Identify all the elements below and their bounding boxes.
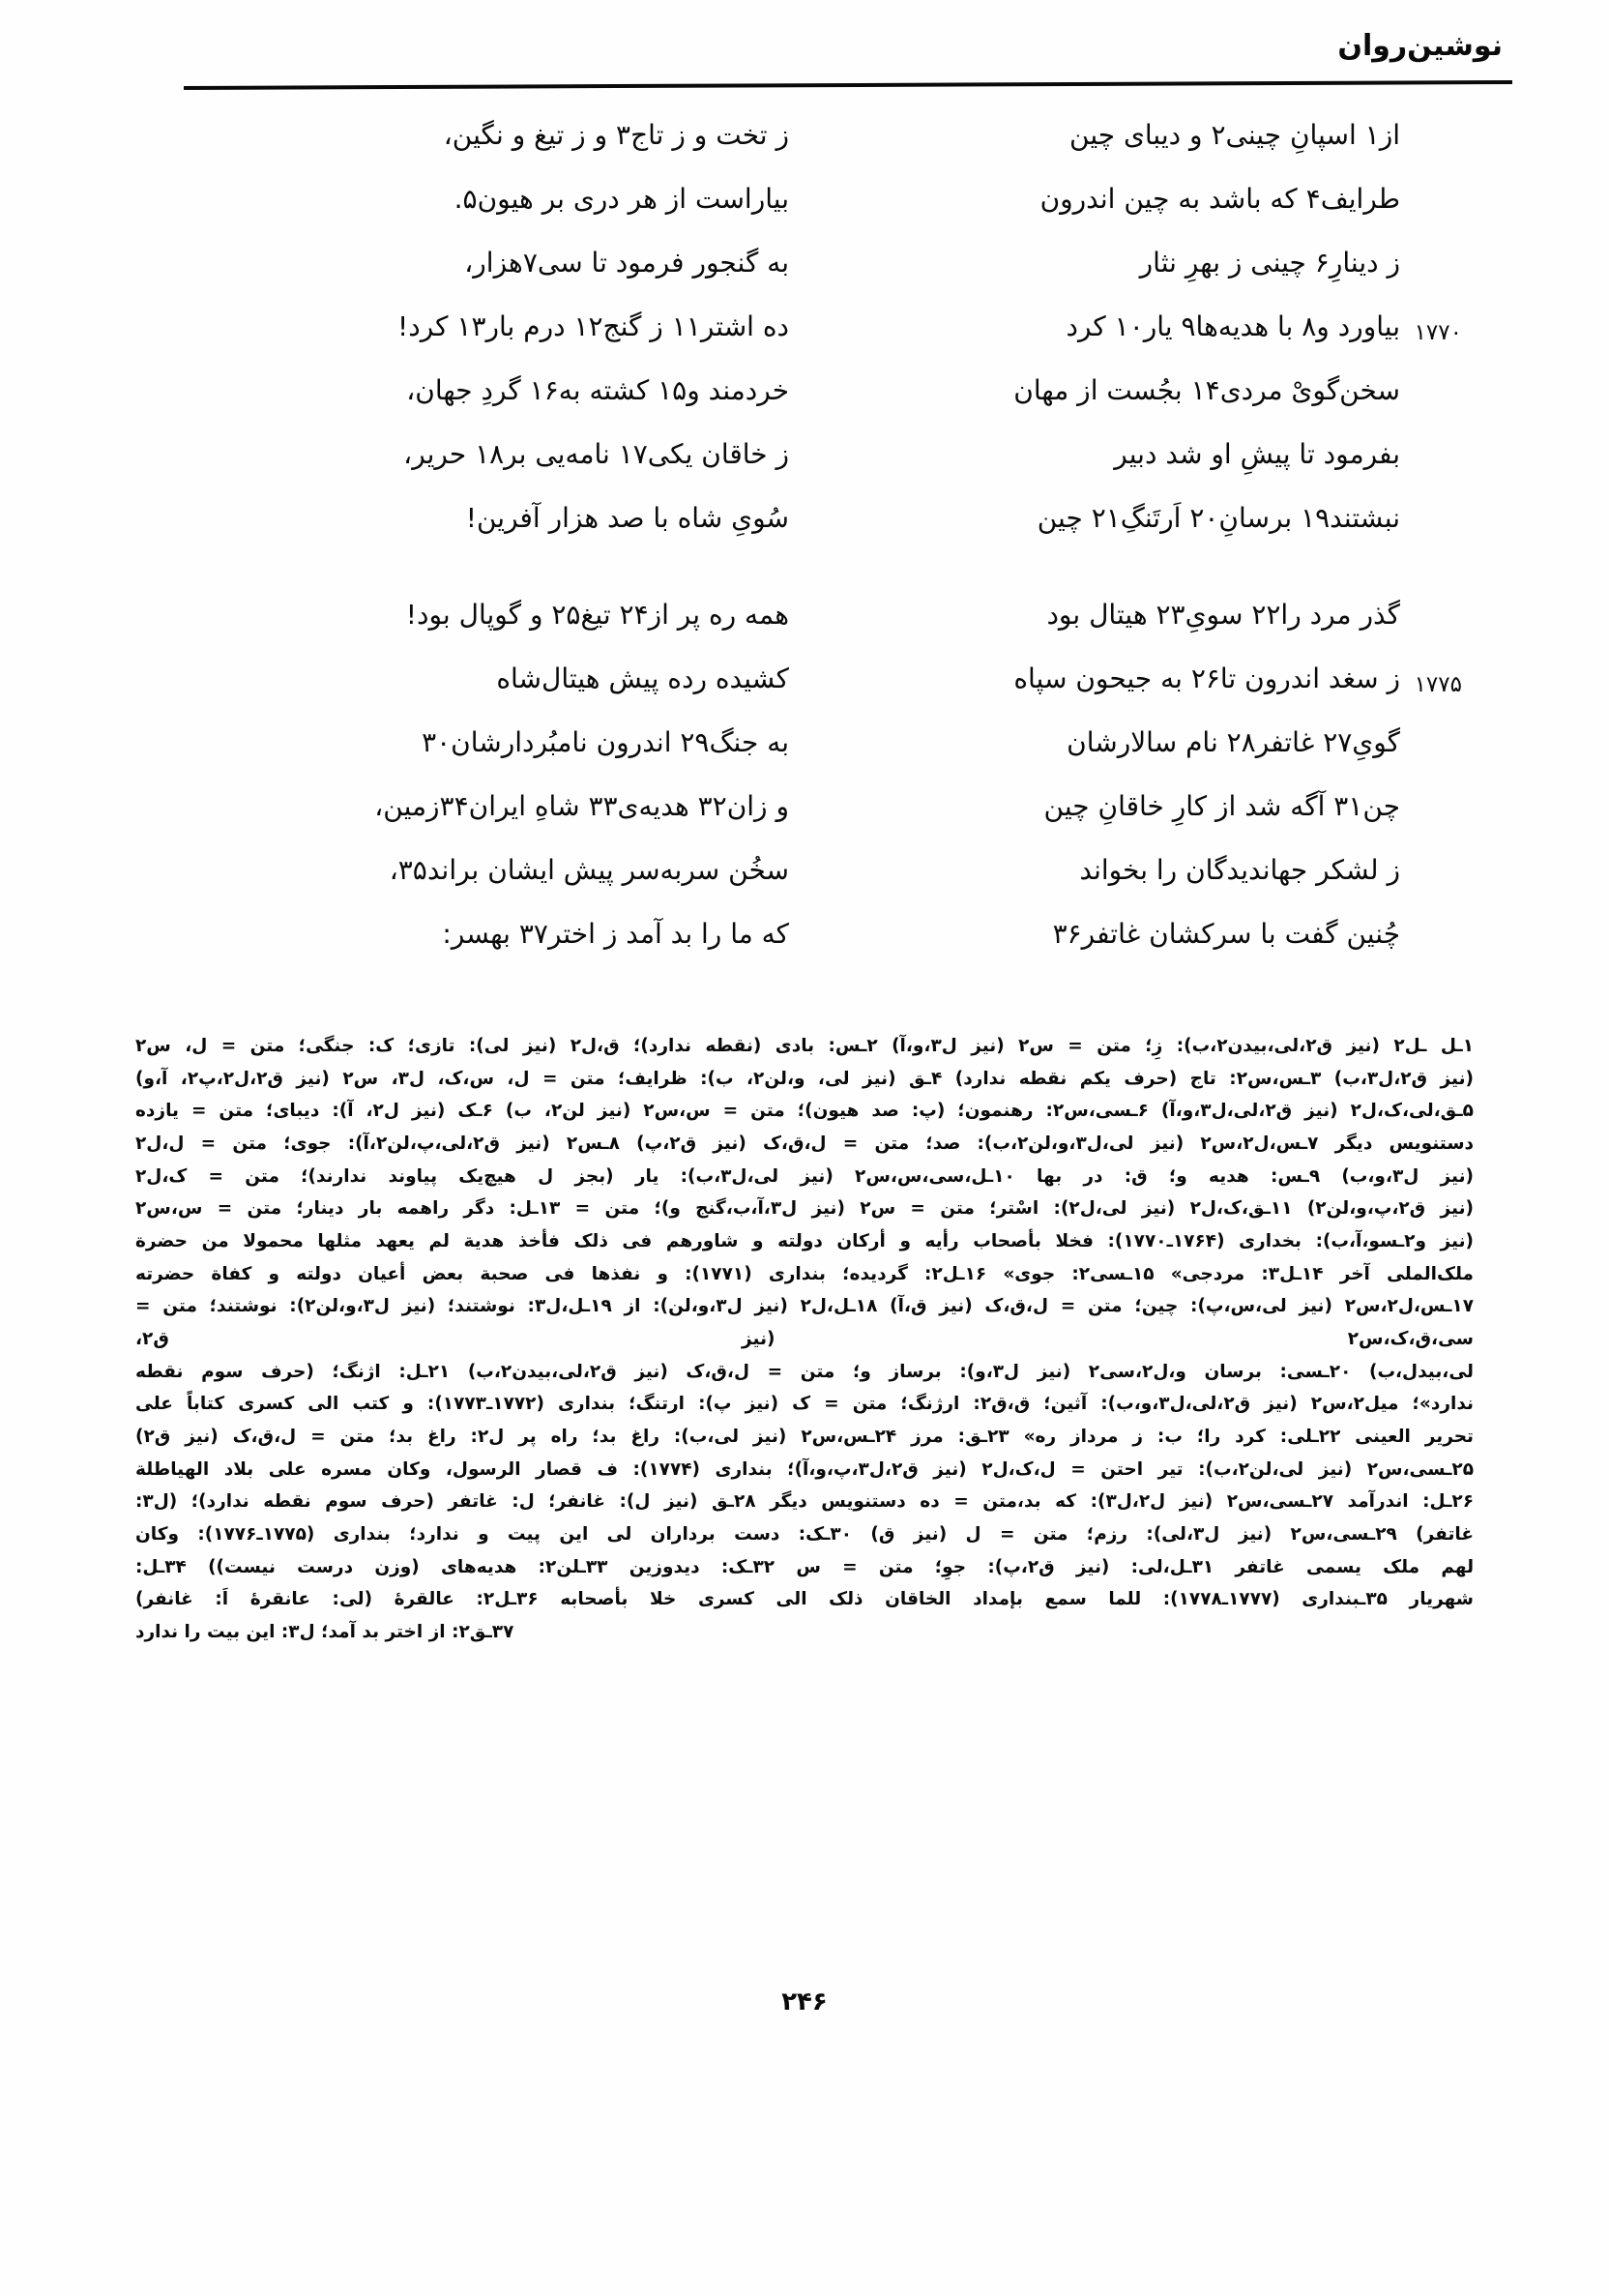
hemistich-a-text: ز لشکر جهاندیدگان را بخواند <box>1079 854 1400 886</box>
apparatus-line: ۲۶ـل: اندرآمد ۲۷ـسی،س۲ (نیز ل۲،ل۳): که بد،متن = ده دستنویس دیگر ۲۸ـق (نیز ل): غانفر؛ ل: غاتفر (حرف سوم نقطه ندارد)؛ (ل۳: <box>135 1491 1474 1513</box>
hemistich-b <box>155 369 804 412</box>
apparatus-line: تحریر العینی ۲۲ـلی: کرد را؛ ب: ز مرداز ره» ۲۳ـق: مرز ۲۴ـس،س۲ (نیز لی،ب): راغ بد؛ راه پر ل۲: راغ بد؛ متن = ل،ق،ک (نیز ق۲) <box>135 1426 1475 1447</box>
verse-number: ۱۷۷۰ <box>1414 320 1462 345</box>
stanza <box>155 114 1462 547</box>
hemistich-b <box>155 785 804 828</box>
verse-section <box>155 114 1462 1010</box>
verse-number: ۱۷۷۵ <box>1414 672 1462 697</box>
apparatus-line: شهریار ۳۵ـبنداری (۱۷۷۷ـ۱۷۷۸): للما سمع بإمداد الخاقان ذلک الی کسری خلا بأصحابه ۳۶ـل۲: عالقرۀ (لی: عانقرۀ اَ: غانفر) <box>135 1589 1474 1610</box>
hemistich-a <box>804 369 1454 412</box>
hemistich-b <box>155 178 804 221</box>
hemistich-b-text: به جنگ۲۹ اندرون نامبُردارشان۳۰ <box>422 726 789 758</box>
hemistich-b-text: سُویِ شاه با صد هزار آفرین! <box>465 502 789 534</box>
hemistich-b-text: به گنجور فرمود تا سی۷هزار، <box>464 247 789 279</box>
hemistich-b-text: کشیده رده پیش هیتال‌شاه <box>496 662 789 694</box>
hemistich-b-text: که ما را بد آمد ز اختر۳۷ بهسر: <box>442 918 789 950</box>
stanza <box>155 594 1462 963</box>
hemistich-a <box>804 178 1454 221</box>
hemistich-b <box>155 433 804 476</box>
hemistich-a-text: از۱ اسپانِ چینی۲ و دیبای چین <box>1069 119 1400 151</box>
apparatus-line: لهم ملک یسمی غاتفر ۳۱ـل،لی: (نیز ق۲،پ): جوِ؛ متن = س ۳۲ـک: دیدوزین ۳۳ـلن۲: هدیه‌های (وزن درست نیست)) ۳۴ـل: <box>135 1556 1475 1577</box>
apparatus-line: ندارد»؛ میل۲،س۲ (نیز ق۲،لی،ل۳،و،ب): آثین؛ ق،ق۲: ارژنگ؛ متن = ک (نیز پ): ارتنگ؛ بنداری (۱۷۷۲ـ۱۷۷۳): و کتب الی کسری کتاباً علی <box>135 1394 1474 1415</box>
hemistich-a <box>804 497 1454 540</box>
apparatus-line: لی،بیدل،ب) ۲۰ـسی: برسان و،ل۲،سی۲ (نیز ل۳،و): برساز و؛ متن = ل،ق،ک (نیز ق۲،لی،بیدن۲،ب) ۲۱ـل: اژنگ؛ (حرف سوم نقطه <box>135 1361 1474 1382</box>
verse-line <box>155 785 1454 836</box>
verse-line <box>155 242 1454 292</box>
hemistich-a <box>804 433 1454 476</box>
verse-line <box>155 497 1454 547</box>
hemistich-a-text: طرایف۴ که باشد به چین اندرون <box>1039 183 1400 215</box>
apparatus-line: ۳۷ـق۲: از اختر بد آمد؛ ل۳: این بیت را ندارد <box>135 1621 514 1642</box>
hemistich-a-text: گذر مرد را۲۲ سویِ۲۳ هیتال بود <box>1046 599 1400 631</box>
apparatus-line: (نیز ق۲،پ،و،لن۲) ۱۱ـق،ک،ل۲ (نیز لی،ل۲): اسْتر؛ متن = س۲ (نیز ل۳،آ،ب،گنج و)؛ متن = ۱۳ـل: دگر راهمه بار دینار؛ متن = س،س۲ <box>135 1198 1474 1220</box>
hemistich-b-text: خردمند و۱۵ کشته به۱۶ گردِ جهان، <box>406 374 789 406</box>
apparatus-line: ملک‌الملی آخر ۱۴ـل۳: مردجی» ۱۵ـسی۲: جوی» ۱۶ـل۲: گردیده؛ بنداری (۱۷۷۱): و نفذها فی صحبة بعض أعیان دولته و کفاة حضرته <box>135 1263 1474 1284</box>
hemistich-a-text: بفرمود تا پیشِ او شد دبیر <box>1114 438 1400 470</box>
hemistich-b <box>155 306 804 348</box>
hemistich-a-text: نبشتند۱۹ برسانِ۲۰ اَرتَنگِ۲۱ چین <box>1037 502 1400 534</box>
hemistich-b <box>155 913 804 956</box>
hemistich-a-text: گویِ۲۷ غاتفر۲۸ نام سالارشان <box>1067 726 1400 758</box>
verse-line <box>155 658 1462 708</box>
hemistich-a-text: ز سغد اندرون تا۲۶ به جیحون سپاه <box>1013 662 1400 694</box>
hemistich-a <box>804 594 1454 636</box>
verse-line <box>155 369 1454 420</box>
verse-line <box>155 306 1462 356</box>
hemistich-b-text: همه ره پر از۲۴ تیغ۲۵ و گوپال بود! <box>405 599 789 631</box>
apparatus-line: (نیز ل۳،و،ب) ۹ـس: هدیه و؛ ق: در بها ۱۰ـل،سی،س،س۲ (نیز لی،ل۳،ب): یار (بجز ل هیچ‌یک پیاوند ندارند)؛ متن = ک،ل۲ <box>135 1165 1474 1187</box>
verse-line <box>155 433 1454 484</box>
apparatus-line: (نیز ق۲،ل۳،ب) ۳ـس،س۲: تاج (حرف یکم نقطه ندارد) ۴ـق (نیز لی، و،لن۲، ب): ظرایف؛ متن = ل، س،ک، ل۳، س۲ (نیز ق۲،ل۲،پ۲، آ،و) <box>135 1068 1475 1089</box>
hemistich-a <box>804 658 1462 700</box>
hemistich-b-text: ز تخت و ز تاج۳ و ز تیغ و نگین، <box>443 119 789 151</box>
hemistich-a-text: بیاورد و۸ با هدیه‌ها۹ یار۱۰ کرد <box>1066 310 1400 342</box>
hemistich-a-text: ز دینارِ۶ چینی ز بهرِ نثار <box>1139 247 1400 279</box>
apparatus-line: ۱ـل ـل۲ (نیز ق۲،لی،بیدن۲،ب): زِ؛ متن = س۲ (نیز ل۳،و،آ) ۲ـس: بادی (نقطه ندارد)؛ ق،ل۲ (نیز لی): تازی؛ ک: جنگی؛ متن = ل، س۲ <box>135 1036 1474 1056</box>
hemistich-a-text: چُنین گفت با سرکشان غاتفر۳۶ <box>1052 918 1400 950</box>
running-head-title: نوشین‌روان <box>1337 29 1503 63</box>
hemistich-b <box>155 497 804 540</box>
apparatus-line: غاتفر) ۲۹ـسی،س۲ (نیز ل۳،لی): رزم؛ متن = ل (نیز ق) ۳۰ـک: دست برداران لی این پیت و ندارد؛ بنداری (۱۷۷۵ـ۱۷۷۶): وکان <box>135 1523 1474 1545</box>
hemistich-b <box>155 242 804 284</box>
folio-number: ۲۴۶ <box>781 1987 828 2016</box>
hemistich-b-text: سخُن سربه‌سر پیش ایشان براند۳۵، <box>389 854 789 886</box>
apparatus-line: (نیز و۲ـسو،آ،ب): بخداری (۱۷۶۴ـ۱۷۷۰): فخلا بأصحاب رأیه و أرکان دولته و شاورهم فی ذلک فأخذ هدیة لم یعهد مثلها محمولا من حضرة <box>135 1230 1475 1251</box>
hemistich-b <box>155 594 804 636</box>
hemistich-a-text: سخن‌گویْ مردی۱۴ بجُست از مهان <box>1013 374 1400 406</box>
verse-line <box>155 594 1454 644</box>
hemistich-b <box>155 849 804 892</box>
apparatus-line: ۱۷ـس،ل۲،س۲ (نیز لی،س،پ): چین؛ متن = ل،ق،ک (نیز ق،آ) ۱۸ـل،ل۲ (نیز ل۳،و،لن): از ۱۹ـل،ل۳: نوشتند؛ (نیز ل۳،و،لن۲): نوشتند؛ متن = سی،ق،ک،س۲ (نیز ق۲، <box>135 1296 1474 1349</box>
apparatus-line: دستنویس دیگر ۷ـس،ل۲،س۲ (نیز لی،ل۳،و،لن۲،ب): صد؛ متن = ل،ق،ک (نیز ق۲،پ) ۸ـس۲ (نیز ق۲،لی،پ،لن۲،آ): جوی؛ متن = ل،ل۲ <box>135 1133 1475 1154</box>
hemistich-a <box>804 242 1454 284</box>
apparatus-line: ۵ـق،لی،ک،ل۲ (نیز ق۲،لی،ل۳،و،آ) ۶ـسی،س۲: رهنمون؛ (پ: صد هیون)؛ متن = س،س۲ (نیز لن۲، ب) ۶ـک (نیز ل۲، آ): دیبای؛ متن = یازده <box>135 1101 1474 1122</box>
hemistich-a-text: چن۳۱ آگه شد از کارِ خاقانِ چین <box>1043 790 1400 822</box>
hemistich-a <box>804 114 1454 157</box>
verse-line <box>155 721 1454 772</box>
apparatus-line: ۲۵ـسی،س۲ (نیز لی،لن۲،ب): تیر احتن = ل،ک،ل۲ (نیز ق۲،ل۳،پ،و،آ)؛ بنداری (۱۷۷۴): ف قصار الرسول، وکان مسره علی بلاد الهیاطلة <box>135 1458 1474 1480</box>
verse-line <box>155 849 1454 899</box>
verse-line <box>155 114 1454 164</box>
hemistich-b-text: ز خاقان یکی۱۷ نامه‌یی بر۱۸ حریر، <box>403 438 789 470</box>
running-head <box>0 29 1609 89</box>
hemistich-b <box>155 721 804 764</box>
hemistich-b-text: بیاراست از هر دری بر هیون۵. <box>453 183 789 215</box>
hemistich-a <box>804 849 1454 892</box>
hemistich-a <box>804 913 1454 956</box>
hemistich-b <box>155 658 804 700</box>
verse-line <box>155 178 1454 228</box>
hemistich-a <box>804 721 1454 764</box>
critical-apparatus <box>135 1030 1474 1648</box>
verse-line <box>155 913 1454 963</box>
hemistich-a <box>804 785 1454 828</box>
hemistich-b-text: ده اشتر۱۱ ز گنج۱۲ درم بار۱۳ کرد! <box>397 310 789 342</box>
header-rule <box>184 80 1512 90</box>
hemistich-a <box>804 306 1462 348</box>
hemistich-b <box>155 114 804 157</box>
hemistich-b-text: و زان۳۲ هدیه‌ی۳۳ شاهِ ایران۳۴زمین، <box>374 790 789 822</box>
